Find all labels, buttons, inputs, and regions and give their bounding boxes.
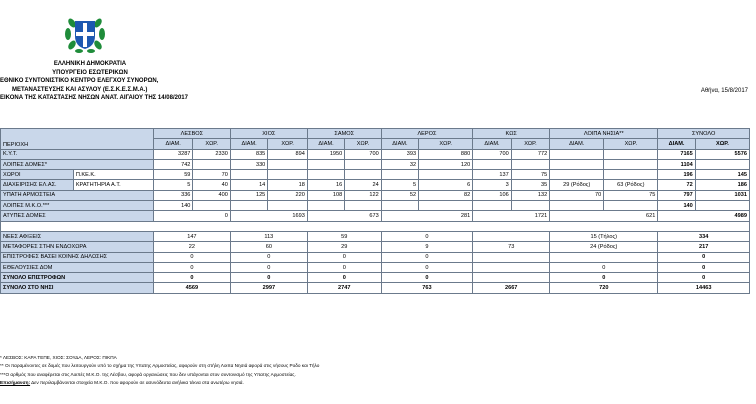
table-cell <box>550 170 604 180</box>
table-cell: 334 <box>658 231 750 241</box>
table-cell: 336 <box>153 190 193 200</box>
table-cell: 2330 <box>193 149 230 159</box>
table-cell: 835 <box>230 149 267 159</box>
table-cell: 72 <box>658 180 695 190</box>
island-header-lesvos: ΛΕΣΒΟΣ <box>153 129 230 139</box>
islands-status-table <box>0 128 750 294</box>
row-label-informal-structures: ΑΤΥΠΕΣ ΔΟΜΕΣ <box>1 211 154 221</box>
table-cell <box>550 159 604 169</box>
table-cell <box>695 201 749 211</box>
table-cell <box>473 273 550 283</box>
island-header-other: ΛΟΙΠΑ ΝΗΣΙΑ** <box>550 129 658 139</box>
table-cell: 5576 <box>695 149 749 159</box>
table-cell: 0 <box>230 252 307 262</box>
table-cell: 60 <box>230 242 307 252</box>
table-cell: 22 <box>153 242 230 252</box>
table-row <box>1 262 750 272</box>
table-cell: 18 <box>268 180 308 190</box>
table-row <box>1 159 750 169</box>
row-label-total-returns: ΣΥΝΟΛΟ ΕΠΙΣΤΡΟΦΩΝ <box>1 273 154 283</box>
table-cell: 122 <box>345 190 381 200</box>
table-cell: 742 <box>153 159 193 169</box>
table-cell <box>345 159 381 169</box>
table-header-islands <box>1 129 750 139</box>
table-cell: 772 <box>511 149 549 159</box>
island-header-kos: ΚΩΣ <box>473 129 550 139</box>
table-cell: 140 <box>658 201 695 211</box>
table-cell <box>307 170 344 180</box>
table-cell: 63 (Ρόδος) <box>604 180 658 190</box>
subheader-diam: ΔΙΑΜ. <box>153 139 193 149</box>
table-row <box>1 273 750 283</box>
table-cell: 763 <box>381 283 473 293</box>
table-cell <box>193 159 230 169</box>
table-cell: 40 <box>193 180 230 190</box>
table-cell: 147 <box>153 231 230 241</box>
subheader-diam: ΔΙΑΜ. <box>473 139 511 149</box>
header-line-center: ΕΘΝΙΚΟ ΣΥΝΤΟΝΙΣΤΙΚΟ ΚΕΝΤΡΟ ΕΛΕΓΧΟΥ ΣΥΝΟΡΩΝ, <box>0 78 159 84</box>
subheader-chor: ΧΩΡ. <box>511 139 549 149</box>
table-cell: 0 <box>307 262 381 272</box>
table-cell: 137 <box>473 170 511 180</box>
table-cell: 5 <box>153 180 193 190</box>
table-cell <box>473 231 550 241</box>
table-cell <box>345 170 381 180</box>
subheader-chor: ΧΩΡ. <box>604 139 658 149</box>
table-cell: 797 <box>658 190 695 200</box>
table-cell: 24 <box>345 180 381 190</box>
table-cell: 14463 <box>658 283 750 293</box>
table-cell: 0 <box>307 252 381 262</box>
table-cell: 2997 <box>230 283 307 293</box>
table-cell <box>511 159 549 169</box>
subheader-diam: ΔΙΑΜ. <box>550 139 604 149</box>
row-sublabel-detention: ΚΡΑΤΗΤΗΡΙΑ Α.Τ. <box>73 180 153 190</box>
footnote-3: ***Ο αρθμός που αναφέρεται στις Λοιπές Μ.Κ.Ο. της Λέσβου, αφορά οργανώσεις που δεν υπάγονται στον συντονισμό της Υπατης Αρμοστείας. <box>0 371 296 377</box>
hellenic-republic-emblem <box>63 14 107 54</box>
table-cell: 24 (Ρόδος) <box>550 242 658 252</box>
table-cell: 720 <box>550 283 658 293</box>
island-header-chios: ΧΙΟΣ <box>230 129 307 139</box>
table-cell: 70 <box>550 190 604 200</box>
table-cell: 82 <box>419 190 473 200</box>
report-date: Αθήνα, 15/8/2017 <box>700 88 748 94</box>
table-cell: 73 <box>473 242 550 252</box>
table-cell <box>268 201 308 211</box>
table-cell: 700 <box>473 149 511 159</box>
table-cell: 894 <box>268 149 308 159</box>
table-cell: 0 <box>381 262 473 272</box>
table-cell: 70 <box>193 170 230 180</box>
table-cell: 1721 <box>473 211 550 221</box>
table-cell: 132 <box>511 190 549 200</box>
subheader-chor: ΧΩΡ. <box>695 139 749 149</box>
table-cell: 6 <box>419 180 473 190</box>
table-cell: 2667 <box>473 283 550 293</box>
table-cell: 1693 <box>230 211 307 221</box>
island-header-total: ΣΥΝΟΛΟ <box>658 129 750 139</box>
table-cell: 393 <box>381 149 418 159</box>
table-cell: 673 <box>307 211 381 221</box>
table-cell: 330 <box>230 159 267 169</box>
row-label-island-total: ΣΥΝΟΛΟ ΣΤΟ ΝΗΣΙ <box>1 283 154 293</box>
header-line-ministry: ΥΠΟΥΡΓΕΙΟ ΕΣΩΤΕΡΙΚΩΝ <box>52 69 128 76</box>
footnote-2: ** Οι παραμένοντες σε δομές που λειτουργούν υπό το σχήμα της Υπατης Αρμοστείας, αφορούν στη στήλη Λοιπα Νησιά αφορά στις νήσους Ροδο και Τήλο <box>0 363 320 369</box>
table-row <box>1 252 750 262</box>
table-cell: 1031 <box>695 190 749 200</box>
table-cell: 75 <box>511 170 549 180</box>
table-cell: 220 <box>268 190 308 200</box>
table-cell <box>268 170 308 180</box>
row-sublabel-pkek: Π.ΚΕ.Κ. <box>73 170 153 180</box>
table-cell: 0 <box>381 231 473 241</box>
table-cell: 9 <box>381 242 473 252</box>
table-cell: 0 <box>658 252 750 262</box>
row-label-police-management: ΔΙΑΧΕΙΡΙΣΗΣ ΕΛ.ΑΣ. <box>1 180 74 190</box>
ministry-header <box>0 60 260 103</box>
subheader-diam: ΔΙΑΜ. <box>230 139 267 149</box>
footnote-1: * ΛΕΣΒΟΣ: ΚΑΡΑ ΤΕΠΕ, ΧΙΟΣ: ΣΟΥΔΑ, ΛΕΡΟΣ: ΠΙΚΠΑ <box>0 355 117 360</box>
table-cell <box>307 201 344 211</box>
footnote-4 <box>0 379 750 387</box>
table-cell: 113 <box>230 231 307 241</box>
table-cell: 29 (Ρόδος) <box>550 180 604 190</box>
subheader-diam: ΔΙΑΜ. <box>658 139 695 149</box>
table-cell: 2747 <box>307 283 381 293</box>
table-cell <box>604 170 658 180</box>
table-cell: 16 <box>307 180 344 190</box>
table-cell: 59 <box>153 170 193 180</box>
table-cell: 32 <box>381 159 418 169</box>
table-row <box>1 180 750 190</box>
table-row <box>1 283 750 293</box>
table-cell <box>419 201 473 211</box>
footnotes <box>0 354 750 387</box>
subheader-diam: ΔΙΑΜ. <box>381 139 418 149</box>
table-cell: 4569 <box>153 283 230 293</box>
footnote-4-text: Δεν περιλαμβάνονται στοιχεία Μ.Κ.Ο. που αφορούν σε ασυνόδευτα ανήλικα τέκνα στα ανωτέρω νησιά. <box>30 379 244 385</box>
table-cell <box>473 252 550 262</box>
table-cell <box>193 201 230 211</box>
table-cell: 0 <box>153 262 230 272</box>
table-cell <box>230 201 267 211</box>
table-cell: 0 <box>153 252 230 262</box>
table-cell: 400 <box>193 190 230 200</box>
table-cell: 0 <box>381 252 473 262</box>
table-row <box>1 170 750 180</box>
table-cell: 0 <box>230 273 307 283</box>
table-cell: 75 <box>604 190 658 200</box>
row-label-mainland-transfers: ΜΕΤΑΦΟΡΕΣ ΣΤΗΝ ΕΝΔΟΧΩΡΑ <box>1 242 154 252</box>
table-row <box>1 231 750 241</box>
table-cell <box>473 201 511 211</box>
table-cell <box>419 170 473 180</box>
table-cell <box>268 159 308 169</box>
table-cell: 120 <box>419 159 473 169</box>
table-cell <box>550 149 604 159</box>
table-cell: 3 <box>473 180 511 190</box>
table-cell <box>473 262 550 272</box>
table-cell: 217 <box>658 242 750 252</box>
table-cell: 0 <box>550 262 658 272</box>
table-cell: 0 <box>307 273 381 283</box>
table-cell <box>604 159 658 169</box>
region-header: ΠΕΡΙΟΧΗ <box>1 129 154 150</box>
table-cell: 14 <box>230 180 267 190</box>
table-cell <box>550 201 604 211</box>
table-cell: 29 <box>307 242 381 252</box>
row-label-kyt: Κ.Υ.Τ. <box>1 149 154 159</box>
subheader-chor: ΧΩΡ. <box>268 139 308 149</box>
row-label-other-structures: ΛΟΙΠΕΣ ΔΟΜΕΣ* <box>1 159 154 169</box>
table-cell <box>307 159 344 169</box>
table-cell: 15 (Τήλος) <box>550 231 658 241</box>
table-cell: 3287 <box>153 149 193 159</box>
subheader-chor: ΧΩΡ. <box>193 139 230 149</box>
footnote-4-label: Επισήμανση: <box>0 379 31 385</box>
header-line-center-2: ΜΕΤΑΝΑΣΤΕΥΣΗΣ ΚΑΙ ΑΣΥΛΟΥ (Ε.Σ.Κ.Ε.Σ.Μ.Α.) <box>12 86 148 93</box>
table-cell: 140 <box>153 201 193 211</box>
table-row <box>1 242 750 252</box>
table-cell: 0 <box>153 211 230 221</box>
table-cell: 125 <box>230 190 267 200</box>
subheader-chor: ΧΩΡ. <box>345 139 381 149</box>
table-cell: 7165 <box>658 149 695 159</box>
island-header-samos: ΣΑΜΟΣ <box>307 129 381 139</box>
table-cell: 106 <box>473 190 511 200</box>
table-cell: 52 <box>381 190 418 200</box>
row-label-other-ngos: ΛΟΙΠΕΣ Μ.Κ.Ο.*** <box>1 201 154 211</box>
island-header-leros: ΛΕΡΟΣ <box>381 129 473 139</box>
table-cell: 1104 <box>658 159 695 169</box>
header-line-republic: ΕΛΛΗΝΙΚΗ ΔΗΜΟΚΡΑΤΙΑ <box>53 61 127 67</box>
table-cell: 196 <box>658 170 695 180</box>
row-label-new-arrivals: ΝΕΕΣ ΑΦΙΞΕΙΣ <box>1 231 154 241</box>
subheader-diam: ΔΙΑΜ. <box>307 139 344 149</box>
table-cell: 1950 <box>307 149 344 159</box>
table-cell: 0 <box>658 262 750 272</box>
table-cell: 0 <box>381 273 473 283</box>
table-row <box>1 201 750 211</box>
row-label-unhcr: ΥΠΑΤΗ ΑΡΜΟΣΤΕΙΑ <box>1 190 154 200</box>
table-cell: 186 <box>695 180 749 190</box>
table-cell <box>695 159 749 169</box>
subheader-chor: ΧΩΡ. <box>419 139 473 149</box>
table-cell: 59 <box>307 231 381 241</box>
row-label-spaces: ΧΩΡΟΙ <box>1 170 74 180</box>
table-cell: 0 <box>658 273 750 283</box>
table-cell: 4989 <box>658 211 750 221</box>
table-cell <box>345 201 381 211</box>
table-cell: 0 <box>230 262 307 272</box>
table-row <box>1 149 750 159</box>
table-cell: 108 <box>307 190 344 200</box>
table-cell: 880 <box>419 149 473 159</box>
table-row <box>1 190 750 200</box>
table-cell: 145 <box>695 170 749 180</box>
table-cell <box>511 201 549 211</box>
table-cell <box>381 201 418 211</box>
table-cell <box>604 149 658 159</box>
table-cell <box>604 201 658 211</box>
table-cell: 621 <box>550 211 658 221</box>
table-cell: 0 <box>153 273 230 283</box>
row-label-joint-statement-returns: ΕΠΙΣΤΡΟΦΕΣ ΒΑΣΕΙ ΚΟΙΝΗΣ ΔΗΛΩΣΗΣ <box>1 252 154 262</box>
table-cell: 0 <box>550 273 658 283</box>
table-cell <box>473 159 511 169</box>
table-cell <box>381 170 418 180</box>
table-cell <box>230 170 267 180</box>
table-cell <box>550 252 658 262</box>
table-row <box>1 211 750 221</box>
table-cell: 5 <box>381 180 418 190</box>
table-cell: 35 <box>511 180 549 190</box>
report-title: ΕΙΚΟΝΑ ΤΗΣ ΚΑΤΑΣΤΑΣΗΣ ΝΗΣΩΝ ΑΝΑΤ. ΑΙΓΑΙΟΥ ΤΗΣ 14/08/2017 <box>0 95 188 101</box>
table-cell: 700 <box>345 149 381 159</box>
table-cell: 281 <box>381 211 473 221</box>
row-label-voluntary-returns: ΕΘΕΛΟΥΣΙΕΣ ΔΟΜ <box>1 262 154 272</box>
